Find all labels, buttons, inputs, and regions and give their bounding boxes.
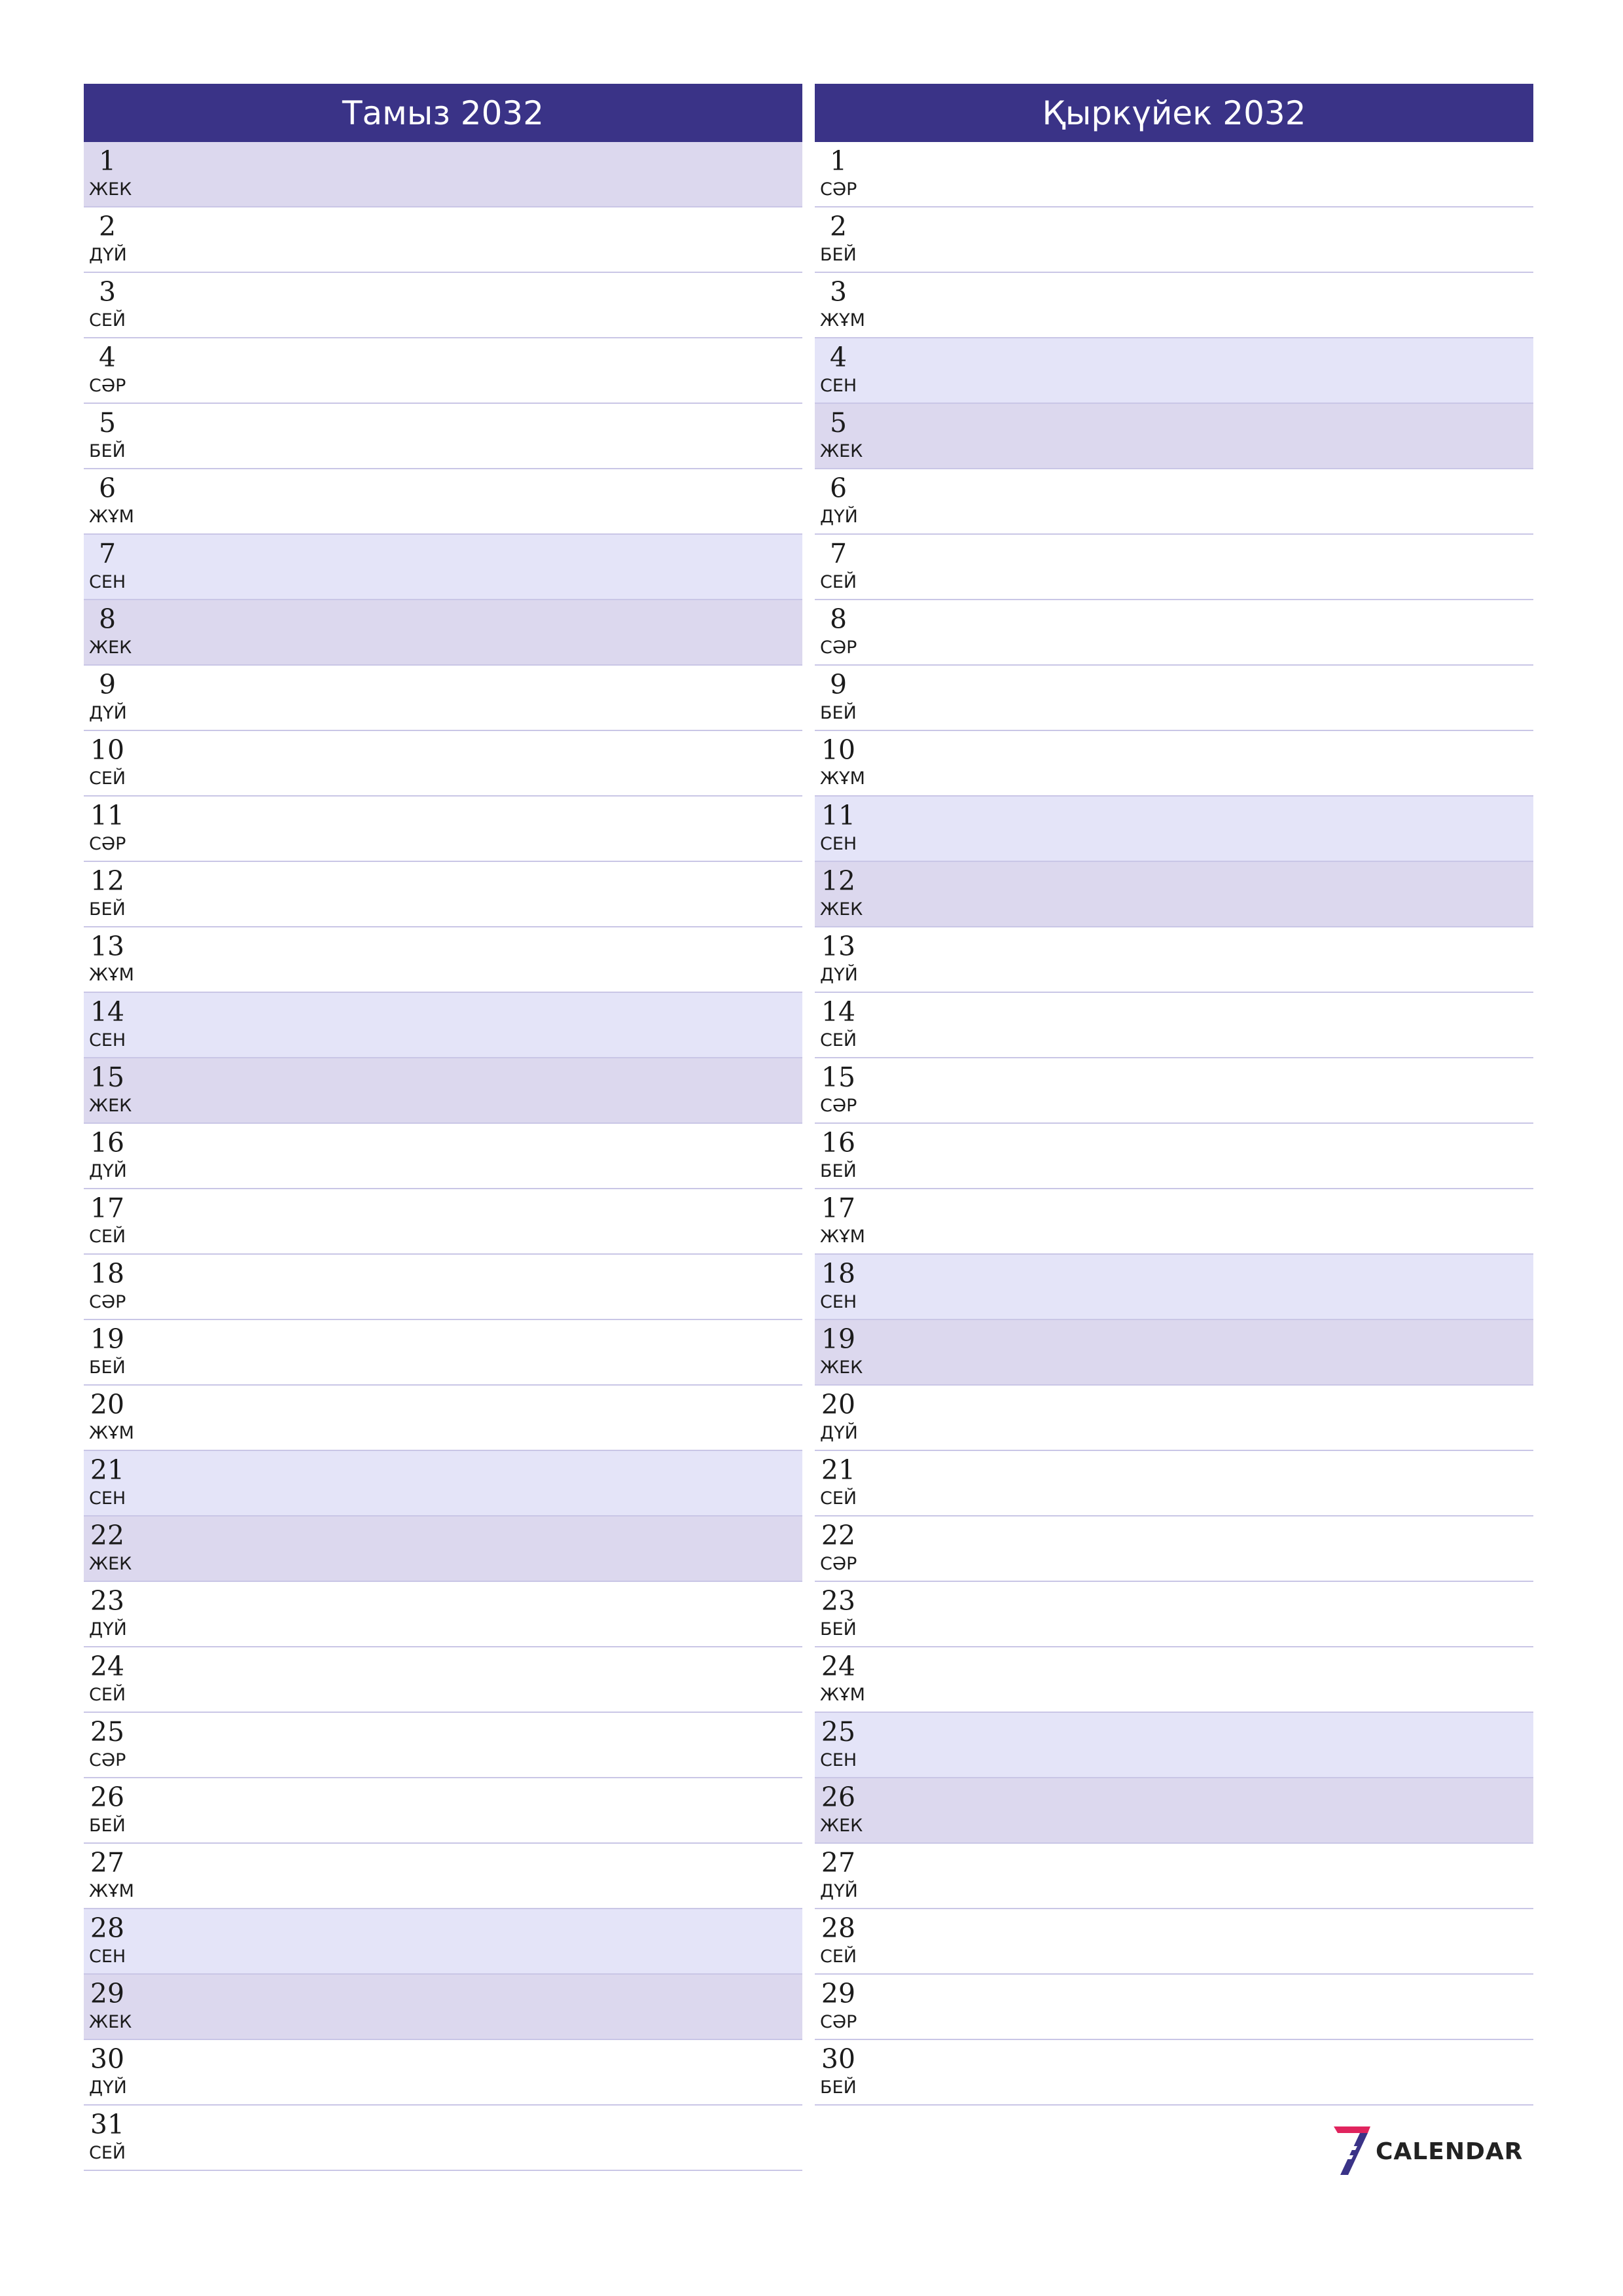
weekday-label: БЕЙ: [89, 1816, 126, 1836]
weekday-label: ЖЕК: [89, 2012, 132, 2032]
day-number: 18: [821, 1258, 856, 1289]
weekday-label: СӘР: [820, 637, 857, 658]
day-number: 6: [829, 473, 847, 504]
weekday-label: ДҮЙ: [820, 965, 858, 985]
weekday-label: СЕЙ: [820, 572, 857, 592]
weekday-label: ЖҰМ: [820, 1685, 865, 1705]
month-title: Тамыз 2032: [84, 84, 802, 142]
weekday-label: СЕЙ: [820, 1488, 857, 1509]
day-number: 7: [98, 538, 116, 569]
day-number: 17: [90, 1193, 125, 1224]
day-number: 24: [90, 1651, 125, 1682]
weekday-label: СЕН: [89, 572, 126, 592]
day-number: 11: [821, 800, 856, 831]
weekday-label: СӘР: [820, 1096, 857, 1116]
weekday-label: СЕН: [820, 1292, 857, 1312]
day-row[interactable]: [84, 207, 802, 273]
day-number: 10: [821, 734, 856, 766]
weekday-label: ЖЕК: [89, 179, 132, 200]
day-list: [815, 142, 1533, 2106]
day-row[interactable]: [84, 1320, 802, 1386]
weekday-label: СЕН: [89, 1030, 126, 1050]
weekday-label: СЕН: [820, 376, 857, 396]
day-row[interactable]: [84, 1451, 802, 1516]
day-number: 6: [98, 473, 116, 504]
day-row[interactable]: [815, 1058, 1533, 1124]
day-row[interactable]: [815, 600, 1533, 666]
day-number: 14: [90, 996, 125, 1028]
day-row[interactable]: [84, 1124, 802, 1189]
weekday-label: ДҮЙ: [89, 1619, 127, 1640]
day-row[interactable]: [84, 1255, 802, 1320]
month-column-august: [84, 84, 802, 2171]
day-row[interactable]: [84, 338, 802, 404]
day-number: 9: [829, 669, 847, 700]
weekday-label: БЕЙ: [820, 703, 857, 723]
day-number: 2: [98, 211, 116, 242]
day-row[interactable]: [815, 535, 1533, 600]
day-row[interactable]: [815, 1713, 1533, 1778]
day-number: 16: [90, 1127, 125, 1158]
day-row[interactable]: [84, 2106, 802, 2171]
weekday-label: СЕЙ: [89, 2143, 126, 2163]
day-row[interactable]: [84, 1647, 802, 1713]
weekday-label: ДҮЙ: [820, 507, 858, 527]
brand-logo: [1329, 2124, 1525, 2176]
day-row[interactable]: [815, 797, 1533, 862]
day-row[interactable]: [815, 338, 1533, 404]
day-row[interactable]: [815, 404, 1533, 469]
day-number: 4: [829, 342, 847, 373]
day-number: 23: [821, 1585, 856, 1617]
day-row[interactable]: [84, 600, 802, 666]
day-number: 30: [90, 2043, 125, 2075]
day-number: 14: [821, 996, 856, 1028]
day-number: 12: [821, 865, 856, 897]
weekday-label: СӘР: [89, 1292, 126, 1312]
weekday-label: ЖЕК: [820, 441, 863, 461]
day-number: 10: [90, 734, 125, 766]
day-number: 21: [90, 1454, 125, 1486]
day-row[interactable]: [815, 142, 1533, 207]
day-row[interactable]: [84, 1516, 802, 1582]
weekday-label: СЕЙ: [820, 1946, 857, 1967]
day-number: 3: [829, 276, 847, 308]
day-row[interactable]: [84, 1058, 802, 1124]
weekday-label: СӘР: [820, 1554, 857, 1574]
weekday-label: СЕЙ: [89, 768, 126, 789]
weekday-label: ЖЕК: [820, 1357, 863, 1378]
day-row[interactable]: [815, 1516, 1533, 1582]
weekday-label: ЖЕК: [89, 1096, 132, 1116]
day-row[interactable]: [84, 927, 802, 993]
day-number: 23: [90, 1585, 125, 1617]
weekday-label: БЕЙ: [89, 1357, 126, 1378]
day-number: 25: [821, 1716, 856, 1748]
day-number: 5: [98, 407, 116, 439]
day-number: 27: [90, 1847, 125, 1878]
day-number: 28: [90, 1912, 125, 1944]
brand-logo-text: CALENDAR: [1376, 2138, 1524, 2165]
weekday-label: ДҮЙ: [820, 1881, 858, 1901]
day-number: 11: [90, 800, 125, 831]
day-row[interactable]: [84, 1713, 802, 1778]
day-number: 22: [821, 1520, 856, 1551]
day-number: 28: [821, 1912, 856, 1944]
day-row[interactable]: [815, 666, 1533, 731]
weekday-label: ЖҰМ: [820, 768, 865, 789]
weekday-label: БЕЙ: [89, 441, 126, 461]
day-number: 20: [90, 1389, 125, 1420]
day-number: 31: [90, 2109, 125, 2140]
day-number: 13: [90, 931, 125, 962]
day-number: 22: [90, 1520, 125, 1551]
weekday-label: СӘР: [89, 834, 126, 854]
day-number: 5: [829, 407, 847, 439]
day-row[interactable]: [815, 731, 1533, 797]
weekday-label: СЕН: [820, 1750, 857, 1770]
day-number: 17: [821, 1193, 856, 1224]
day-number: 3: [98, 276, 116, 308]
day-row[interactable]: [815, 993, 1533, 1058]
weekday-label: ЖҰМ: [820, 1227, 865, 1247]
day-number: 19: [90, 1323, 125, 1355]
day-number: 4: [98, 342, 116, 373]
day-row[interactable]: [815, 1386, 1533, 1451]
weekday-label: СЕЙ: [89, 1227, 126, 1247]
weekday-label: ДҮЙ: [820, 1423, 858, 1443]
day-row[interactable]: [84, 1189, 802, 1255]
weekday-label: СЕЙ: [89, 1685, 126, 1705]
weekday-label: СЕН: [820, 834, 857, 854]
day-row[interactable]: [84, 1582, 802, 1647]
weekday-label: ЖҰМ: [820, 310, 865, 331]
day-number: 12: [90, 865, 125, 897]
month-column-september: [815, 84, 1533, 2106]
day-row[interactable]: [815, 1320, 1533, 1386]
day-number: 18: [90, 1258, 125, 1289]
weekday-label: СӘР: [89, 376, 126, 396]
weekday-label: БЕЙ: [820, 1619, 857, 1640]
day-row[interactable]: [815, 862, 1533, 927]
weekday-label: ЖҰМ: [89, 1423, 134, 1443]
day-row[interactable]: [84, 993, 802, 1058]
day-number: 20: [821, 1389, 856, 1420]
day-number: 8: [98, 603, 116, 635]
day-row[interactable]: [815, 1844, 1533, 1909]
weekday-label: ЖЕК: [89, 637, 132, 658]
day-row[interactable]: [84, 2040, 802, 2106]
weekday-label: СЕЙ: [820, 1030, 857, 1050]
day-row[interactable]: [84, 862, 802, 927]
day-number: 21: [821, 1454, 856, 1486]
day-row[interactable]: [84, 797, 802, 862]
day-number: 7: [829, 538, 847, 569]
day-row[interactable]: [84, 273, 802, 338]
weekday-label: СЕЙ: [89, 310, 126, 331]
weekday-label: ДҮЙ: [89, 1161, 127, 1181]
day-list: [84, 142, 802, 2171]
weekday-label: СӘР: [89, 1750, 126, 1770]
weekday-label: ДҮЙ: [89, 703, 127, 723]
weekday-label: ЖҰМ: [89, 507, 134, 527]
day-row[interactable]: [815, 1451, 1533, 1516]
day-number: 8: [829, 603, 847, 635]
weekday-label: БЕЙ: [820, 245, 857, 265]
day-number: 27: [821, 1847, 856, 1878]
day-number: 2: [829, 211, 847, 242]
day-row[interactable]: [815, 2040, 1533, 2106]
weekday-label: БЕЙ: [820, 1161, 857, 1181]
day-row[interactable]: [815, 1909, 1533, 1975]
day-row[interactable]: [84, 404, 802, 469]
day-row[interactable]: [84, 535, 802, 600]
weekday-label: ЖЕК: [89, 1554, 132, 1574]
day-row[interactable]: [84, 142, 802, 207]
weekday-label: БЕЙ: [820, 2077, 857, 2098]
weekday-label: ЖҰМ: [89, 965, 134, 985]
day-row[interactable]: [815, 1189, 1533, 1255]
weekday-label: СӘР: [820, 2012, 857, 2032]
day-number: 16: [821, 1127, 856, 1158]
day-number: 29: [90, 1978, 125, 2009]
day-number: 1: [98, 145, 116, 177]
day-row[interactable]: [84, 1386, 802, 1451]
weekday-label: СЕН: [89, 1488, 126, 1509]
day-number: 9: [98, 669, 116, 700]
day-row[interactable]: [84, 1844, 802, 1909]
day-row[interactable]: [815, 207, 1533, 273]
day-row[interactable]: [815, 927, 1533, 993]
day-number: 15: [821, 1062, 856, 1093]
weekday-label: ДҮЙ: [89, 2077, 127, 2098]
day-number: 29: [821, 1978, 856, 2009]
weekday-label: СЕН: [89, 1946, 126, 1967]
day-number: 13: [821, 931, 856, 962]
day-row[interactable]: [84, 666, 802, 731]
day-number: 24: [821, 1651, 856, 1682]
day-row[interactable]: [815, 273, 1533, 338]
day-row[interactable]: [84, 731, 802, 797]
day-row[interactable]: [815, 1255, 1533, 1320]
day-row[interactable]: [815, 1582, 1533, 1647]
day-number: 19: [821, 1323, 856, 1355]
weekday-label: СӘР: [820, 179, 857, 200]
weekday-label: ЖЕК: [820, 899, 863, 920]
day-row[interactable]: [815, 1975, 1533, 2040]
day-row[interactable]: [84, 1975, 802, 2040]
day-number: 1: [829, 145, 847, 177]
weekday-label: БЕЙ: [89, 899, 126, 920]
day-number: 30: [821, 2043, 856, 2075]
day-row[interactable]: [84, 469, 802, 535]
seven-logo-icon: [1329, 2124, 1374, 2176]
month-title: Қыркүйек 2032: [815, 84, 1533, 142]
day-row[interactable]: [84, 1778, 802, 1844]
day-number: 26: [821, 1782, 856, 1813]
day-row[interactable]: [815, 1124, 1533, 1189]
day-number: 25: [90, 1716, 125, 1748]
day-row[interactable]: [815, 1647, 1533, 1713]
day-row[interactable]: [815, 469, 1533, 535]
day-row[interactable]: [815, 1778, 1533, 1844]
weekday-label: ЖҰМ: [89, 1881, 134, 1901]
day-number: 15: [90, 1062, 125, 1093]
weekday-label: ЖЕК: [820, 1816, 863, 1836]
weekday-label: ДҮЙ: [89, 245, 127, 265]
day-row[interactable]: [84, 1909, 802, 1975]
day-number: 26: [90, 1782, 125, 1813]
